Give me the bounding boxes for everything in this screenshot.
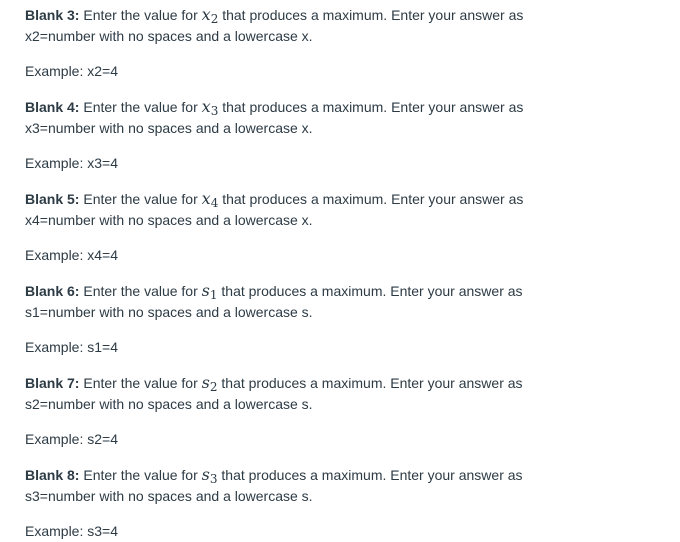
blank-block bbox=[25, 464, 545, 542]
blank-instruction bbox=[25, 188, 545, 231]
blank-block bbox=[25, 96, 545, 174]
example-text: Example: s3=4 bbox=[25, 523, 118, 539]
blank-label: Blank 4: bbox=[25, 99, 80, 115]
blank-instruction bbox=[25, 280, 545, 323]
variable-subscript: 3 bbox=[209, 472, 218, 486]
blank-instruction bbox=[25, 464, 545, 507]
math-variable bbox=[202, 281, 218, 300]
math-variable bbox=[202, 373, 218, 392]
blank-block bbox=[25, 4, 545, 82]
variable-subscript: 2 bbox=[209, 380, 218, 394]
math-variable bbox=[202, 97, 219, 116]
blank-label: Blank 3: bbox=[25, 7, 80, 23]
example-text: Example: x4=4 bbox=[25, 247, 118, 263]
instruction-text: that produces a maximum. Enter your answer as s3=number with no spaces and a lowercase s. bbox=[25, 467, 523, 504]
instruction-text: that produces a maximum. Enter your answer as s1=number with no spaces and a lowercase s. bbox=[25, 283, 523, 320]
blank-label: Blank 6: bbox=[25, 283, 80, 299]
blank-label: Blank 8: bbox=[25, 467, 80, 483]
instruction-text: Enter the value for bbox=[83, 283, 198, 299]
instruction-text: Enter the value for bbox=[83, 99, 198, 115]
blank-instruction bbox=[25, 4, 545, 47]
math-variable bbox=[202, 5, 219, 24]
instruction-text: that produces a maximum. Enter your answer as x3=number with no spaces and a lowercase x. bbox=[25, 99, 524, 136]
instruction-text: Enter the value for bbox=[83, 375, 198, 391]
variable-letter: x bbox=[201, 189, 211, 208]
example-text: Example: s1=4 bbox=[25, 339, 118, 355]
variable-subscript: 2 bbox=[210, 12, 219, 26]
variable-letter: s bbox=[201, 465, 210, 484]
instruction-text: Enter the value for bbox=[83, 467, 198, 483]
variable-letter: x bbox=[201, 5, 211, 24]
example-text: Example: s2=4 bbox=[25, 431, 118, 447]
instruction-text: Enter the value for bbox=[83, 191, 198, 207]
variable-subscript: 3 bbox=[210, 104, 219, 118]
variable-letter: s bbox=[201, 373, 210, 392]
variable-subscript: 4 bbox=[210, 196, 219, 210]
blank-label: Blank 5: bbox=[25, 191, 80, 207]
math-variable bbox=[202, 189, 219, 208]
instruction-text: that produces a maximum. Enter your answer as s2=number with no spaces and a lowercase s. bbox=[25, 375, 523, 412]
variable-letter: x bbox=[201, 97, 211, 116]
math-variable bbox=[202, 465, 218, 484]
variable-subscript: 1 bbox=[209, 288, 218, 302]
blank-block bbox=[25, 372, 545, 450]
blank-instruction bbox=[25, 96, 545, 139]
variable-letter: s bbox=[201, 281, 210, 300]
blank-label: Blank 7: bbox=[25, 375, 80, 391]
instruction-text: that produces a maximum. Enter your answer as x4=number with no spaces and a lowercase x. bbox=[25, 191, 524, 228]
example-text: Example: x2=4 bbox=[25, 63, 118, 79]
example-text: Example: x3=4 bbox=[25, 155, 118, 171]
instruction-text: Enter the value for bbox=[83, 7, 198, 23]
instruction-text: that produces a maximum. Enter your answer as x2=number with no spaces and a lowercase x. bbox=[25, 7, 524, 44]
blank-block bbox=[25, 280, 545, 358]
blank-block bbox=[25, 188, 545, 266]
blank-instruction bbox=[25, 372, 545, 415]
